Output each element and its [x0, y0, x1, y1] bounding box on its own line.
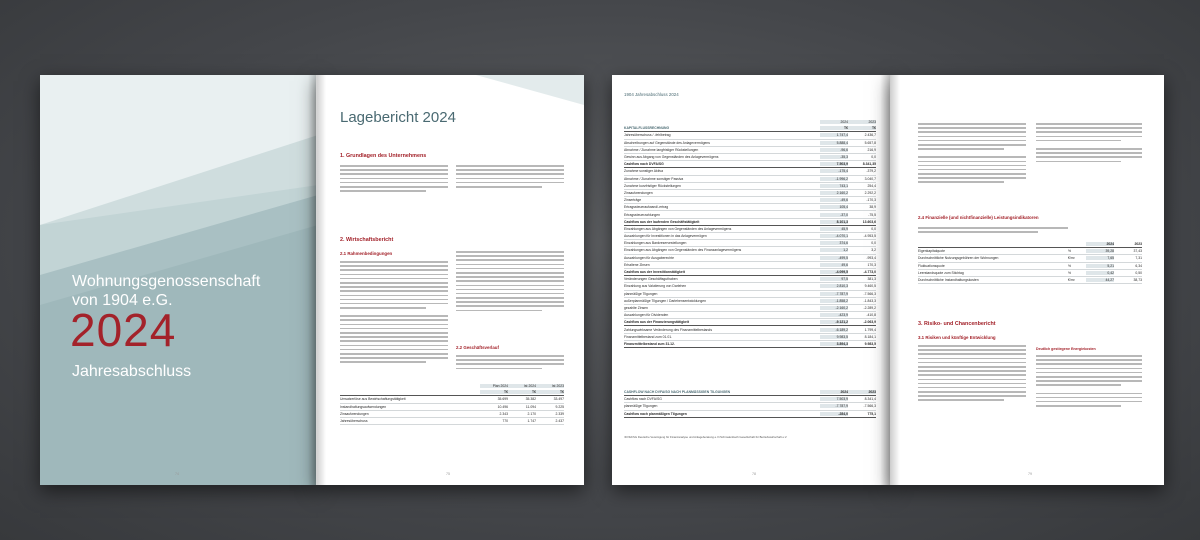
table-header: Ist 2023 [536, 384, 564, 388]
table-unit: T€ [536, 390, 564, 394]
cell: 770 [502, 419, 508, 424]
cell: -7.566,3 [863, 404, 876, 409]
row-label: Zunahme sonstiger Aktiva [624, 169, 664, 174]
row-label: Fluktuationsquote [918, 263, 945, 268]
table-row [624, 276, 876, 283]
subsection-heading: 3.1 Risiken und künftige Entwicklung [918, 335, 996, 340]
table-unit: T€ [508, 390, 536, 394]
row-label: Jahresüberschuss / -fehlbetrag [624, 133, 671, 138]
cell: % [1068, 270, 1072, 275]
row-label: Finanzmittelbestand zum 31.12. [624, 341, 675, 346]
cell: -2.160,2 [820, 306, 848, 310]
body-text-col1 [918, 123, 1026, 186]
row-label: außerplanmäßige Tilgungen / Darlehensentwicklungen [624, 298, 706, 303]
row-label: Durchschnittliche Nutzungsgebühren der Wohnungen [918, 256, 999, 261]
table-unit: T€ [848, 126, 876, 130]
row-label: Cashflow aus der Finanzierungstätigkeit [624, 320, 689, 325]
table-row [624, 326, 876, 333]
cell: 0,50 [1135, 270, 1142, 275]
cell: -993,4 [866, 255, 876, 260]
cell: 2.437 [555, 419, 564, 424]
table-row [624, 334, 876, 341]
cell: 9.983,5 [820, 335, 848, 339]
cell: 33.497 [553, 397, 564, 402]
table-row [624, 183, 876, 190]
table-row [340, 396, 564, 403]
row-label: Abnahme / Zunahme langfristiger Rückstellungen [624, 147, 699, 152]
column-header: 2023 [848, 120, 876, 124]
cell: -284,0 [820, 412, 848, 416]
cell: 0,0 [871, 226, 876, 231]
table-row [624, 176, 876, 183]
cell: 38,73 [1133, 278, 1142, 283]
table-row [624, 298, 876, 305]
table-row [624, 211, 876, 218]
cell: 38,9 [869, 205, 876, 210]
cover-org-line2: von 1904 e.G. [72, 292, 173, 309]
table-row [624, 154, 876, 161]
table-row [624, 341, 876, 348]
cell: -4.953,5 [863, 234, 876, 239]
cell: 7.503,9 [820, 162, 848, 166]
row-label: Eigenkapitalquote [918, 249, 945, 254]
table-row [624, 168, 876, 175]
kpi-table [918, 241, 1142, 284]
cell: -4.099,5 [820, 270, 848, 274]
cell: -7.787,9 [820, 404, 848, 408]
table-row [624, 283, 876, 290]
table-row [624, 219, 876, 226]
cell: 0,0 [871, 155, 876, 160]
indicators-page [890, 75, 1164, 485]
side-heading: Deutlich gestiegene Energiekosten [1036, 347, 1096, 351]
table-title: CASHFLOW NACH DVFA/SG NACH PLANMÄSSIGEN TILGUNGEN [624, 390, 731, 395]
cell: 1.747 [527, 419, 536, 424]
cell: 44,27 [1086, 278, 1114, 282]
cell: -2.289,2 [863, 305, 876, 310]
row-label: planmäßige Tilgungen [624, 291, 658, 296]
column-header: 2023 [848, 390, 876, 394]
cell: -175,4 [820, 169, 848, 173]
table-header: Plan 2024 [480, 384, 508, 388]
column-header: 2024 [1086, 242, 1114, 246]
cell: 775,1 [867, 411, 876, 416]
table-row [624, 240, 876, 247]
page-number: 79 [1028, 472, 1032, 476]
cell: 3,2 [871, 248, 876, 253]
row-label: Einzahlungen aus Abgängen von Gegenständen des Finanzanlagevermögens [624, 248, 742, 253]
cell: 2.170 [527, 411, 536, 416]
cell: -170,3 [866, 198, 876, 203]
body-text-col1 [918, 345, 1026, 404]
table-row [624, 262, 876, 269]
body-text-col2 [1036, 123, 1142, 165]
key-figures-table [340, 383, 564, 425]
row-label: Zinsaufwendungen [340, 411, 369, 416]
cell: 8.341,4 [864, 397, 876, 402]
cell: 0,0 [871, 241, 876, 246]
cell: 374,6 [820, 241, 848, 245]
table-row [624, 204, 876, 211]
table-row [624, 269, 876, 276]
cell: 2.436,7 [864, 133, 876, 138]
cell: -499,5 [820, 256, 848, 260]
row-label: Instandhaltungsaufwendungen [340, 404, 387, 409]
cashflow-dvfa-table [624, 389, 876, 418]
cell: 0,42 [1086, 271, 1114, 275]
cell: 2.292,2 [864, 190, 876, 195]
cell: 11.094 [525, 404, 536, 409]
row-label: Cashflow aus der Investitionstätigkeit [624, 270, 685, 275]
table-row [918, 263, 1142, 270]
cell: 2.810,3 [820, 284, 848, 288]
subsection-heading: 2.4 Finanzielle (und nichtfinanzielle) Leistungsindikatoren [918, 215, 1039, 220]
subsection-heading: 2.2 Geschäftsverlauf [456, 345, 499, 350]
row-label: Ertragssteueraufwand/-ertrag [624, 205, 669, 210]
row-label: Cashflow aus der laufenden Geschäftstätigkeit [624, 219, 700, 224]
table-header: Ist 2024 [508, 384, 536, 388]
table-row [624, 226, 876, 233]
cover-year: 2024 [70, 304, 177, 356]
cell: 37,43 [1133, 249, 1142, 254]
cell: 35.382 [525, 397, 536, 402]
table-row [624, 233, 876, 240]
table-title: KAPITALFLUSSRECHNUNG [624, 126, 670, 131]
cell: 6,34 [1135, 263, 1142, 268]
row-label: Zahlungswirksame Veränderung des Finanzmittelbestands [624, 327, 713, 332]
cell: -379,2 [866, 169, 876, 174]
row-label: Cashflow nach DVFA/SG [624, 397, 662, 402]
cell: -6.189,2 [820, 328, 848, 332]
cell: 8.101,3 [820, 220, 848, 224]
row-label: Cashflow nach DVFA/SG [624, 162, 664, 167]
cell: 7,65 [1086, 256, 1114, 260]
row-label: Veränderungen Geschäftsguthaben [624, 277, 678, 282]
cover-page [40, 75, 318, 485]
cell: -1.996,2 [820, 177, 848, 181]
page-number: 74 [175, 472, 179, 476]
table-row [340, 418, 564, 425]
row-label: Cashflow nach planmäßigen Tilgungen [624, 411, 687, 416]
table-unit: T€ [480, 390, 508, 394]
row-label: Auszahlungen für Dividenden [624, 313, 669, 318]
cell: -4.773,0 [863, 270, 876, 275]
cell: 49,6 [820, 263, 848, 267]
table-row [340, 411, 564, 418]
row-label: Abschreibungen auf Gegenstände des Anlagevermögens [624, 140, 710, 145]
subsection-heading: 2.1 Rahmenbedingungen [340, 251, 393, 256]
table-row [624, 319, 876, 326]
cell: 2.339 [555, 411, 564, 416]
cell: -9.121,2 [820, 320, 848, 324]
page-number: 78 [752, 472, 756, 476]
row-label: Zunahme kurzfristiger Rückstellungen [624, 183, 681, 188]
row-label: Finanzmittelbestand zum 01.01. [624, 334, 673, 339]
row-label: planmäßige Tilgungen [624, 404, 658, 409]
table-row [624, 291, 876, 298]
cell: 3.894,3 [820, 342, 848, 346]
table-row [624, 396, 876, 403]
table-row [624, 312, 876, 319]
cell: -7.566,3 [863, 291, 876, 296]
row-label: Zinserträge [624, 198, 642, 203]
cell: -4.070,1 [820, 234, 848, 238]
cell: 1,2 [820, 248, 848, 252]
cell: 10.496 [497, 404, 508, 409]
cell: -410,8 [866, 313, 876, 318]
cell: % [1068, 249, 1072, 254]
row-label: Zinsaufwendungen [624, 190, 653, 195]
cell: -75,5 [868, 212, 876, 217]
row-label: Einzahlungen aus Abgängen von Gegenständen des Anlagevermögens [624, 226, 732, 231]
cell: -423,9 [820, 313, 848, 317]
cell: 9.225 [555, 404, 564, 409]
cell: 5.888,4 [820, 141, 848, 145]
row-label: gezahlte Zinsen [624, 305, 648, 310]
cover-subtitle: Jahresabschluss [72, 363, 192, 380]
row-label: Leerstandsquote zum Stichtag [918, 270, 964, 275]
cell: 216,9 [867, 147, 876, 152]
spine-shadow [308, 75, 326, 485]
cell: 5.657,8 [864, 140, 876, 145]
section-heading: 2. Wirtschaftsbericht [340, 237, 394, 243]
page-number: 75 [446, 472, 450, 476]
body-text-col1 [340, 261, 448, 366]
row-label: Gewinn aus Abgang von Gegenständen des Anlagevermögens [624, 155, 719, 160]
cell: 3.040,7 [864, 176, 876, 181]
table-row [624, 190, 876, 197]
cashflow-dvfa-rows [624, 396, 876, 418]
body-text-col1 [340, 165, 448, 194]
cell: 39,28 [1086, 249, 1114, 253]
cell: -1.858,2 [820, 299, 848, 303]
cashflow-page [612, 75, 892, 485]
row-label: Abnahme / Zunahme sonstiger Passiva [624, 176, 684, 181]
cell: 13.603,6 [862, 219, 876, 224]
row-label: Einzahlung aus Valutierung von Darlehen [624, 284, 687, 289]
table-row [624, 305, 876, 312]
cell: €/m² [1068, 278, 1075, 283]
section-heading: 3. Risiko- und Chancenbericht [918, 321, 996, 327]
cell: -7.787,9 [820, 292, 848, 296]
cell: 7,31 [1135, 256, 1142, 261]
table-row [918, 248, 1142, 255]
body-text-col2 [456, 165, 564, 190]
table-row [624, 411, 876, 418]
section-heading: 1. Grundlagen des Unternehmens [340, 153, 427, 159]
cell: 8.341,35 [862, 162, 876, 167]
cell: 45,9 [820, 227, 848, 231]
table-row [624, 197, 876, 204]
row-label: Jahresüberschuss [340, 419, 368, 424]
table-row [624, 140, 876, 147]
cell: 381,3 [867, 277, 876, 282]
table-row [918, 277, 1142, 284]
cell: 2.343 [499, 411, 508, 416]
cashflow-rows [624, 132, 876, 348]
lagebericht-page [316, 75, 584, 485]
cell: 7.503,9 [820, 397, 848, 401]
cell: -49,6 [820, 198, 848, 202]
table-row [624, 403, 876, 410]
row-label: Erhaltene Zinsen [624, 262, 650, 267]
column-header: 2024 [820, 120, 848, 124]
cell: 170,3 [867, 262, 876, 267]
row-label: Auszahlungen für Investitionen in das Anlagevermögen [624, 234, 707, 239]
cell: €/m² [1068, 256, 1075, 261]
row-label: Einzahlungen aus Bankreservestellungen [624, 241, 687, 246]
spine-shadow [880, 75, 900, 485]
table-row [918, 255, 1142, 262]
running-header: 1904 Jahresabschluss 2024 [624, 92, 679, 97]
row-label: Ertragssteuerzahlungen [624, 212, 661, 217]
table-row [624, 147, 876, 154]
body-text-col2 [1036, 355, 1142, 409]
cell: 743,1 [820, 184, 848, 188]
table-row [624, 161, 876, 168]
row-label: Umsatzerlöse aus Bewirtschaftungstätigkeit [340, 397, 406, 402]
cell: -2.063,9 [863, 320, 876, 325]
cell: 254,4 [867, 183, 876, 188]
cell: -96,6 [820, 148, 848, 152]
cell: -35,3 [820, 155, 848, 159]
table-unit: T€ [820, 126, 848, 130]
table-row [624, 247, 876, 254]
cell: 8.184,1 [864, 334, 876, 339]
cell: -1.843,3 [863, 298, 876, 303]
body-text-col2 [456, 251, 564, 314]
table-row [624, 255, 876, 262]
cashflow-table [624, 119, 876, 348]
cell: 1.747,4 [820, 133, 848, 137]
footnote: ¹DVFA/SG Deutsche Vereinigung für Finanzanalyse und Anlageberatung e.V./Schmalenbach Gesellschaft für Betriebswirtschaft e.V. [624, 435, 788, 439]
cell: 5,21 [1086, 264, 1114, 268]
body-text-col2 [456, 355, 564, 372]
cell: 35.699 [497, 397, 508, 402]
kpi-rows [918, 248, 1142, 284]
cell: 9.983,5 [864, 341, 876, 346]
cell: 97,5 [820, 277, 848, 281]
row-label: Auszahlungen für Ausgaberechte [624, 255, 674, 260]
table-row [918, 270, 1142, 277]
cell: 2.160,2 [820, 191, 848, 195]
body-text [918, 227, 1068, 235]
column-header: 2023 [1134, 242, 1142, 247]
cell: 9.460,5 [864, 284, 876, 289]
cell: 105,4 [820, 205, 848, 209]
table-row [340, 404, 564, 411]
cell: % [1068, 263, 1072, 268]
cover-org-line1: Wohnungsgenossenschaft [72, 273, 261, 290]
cell: 1.799,4 [864, 327, 876, 332]
column-header: 2024 [820, 390, 848, 394]
row-label: Durchschnittliche Instandhaltungskosten [918, 278, 979, 283]
page-title: Lagebericht 2024 [340, 109, 456, 126]
cell: -37,0 [820, 213, 848, 217]
table-row [624, 132, 876, 139]
